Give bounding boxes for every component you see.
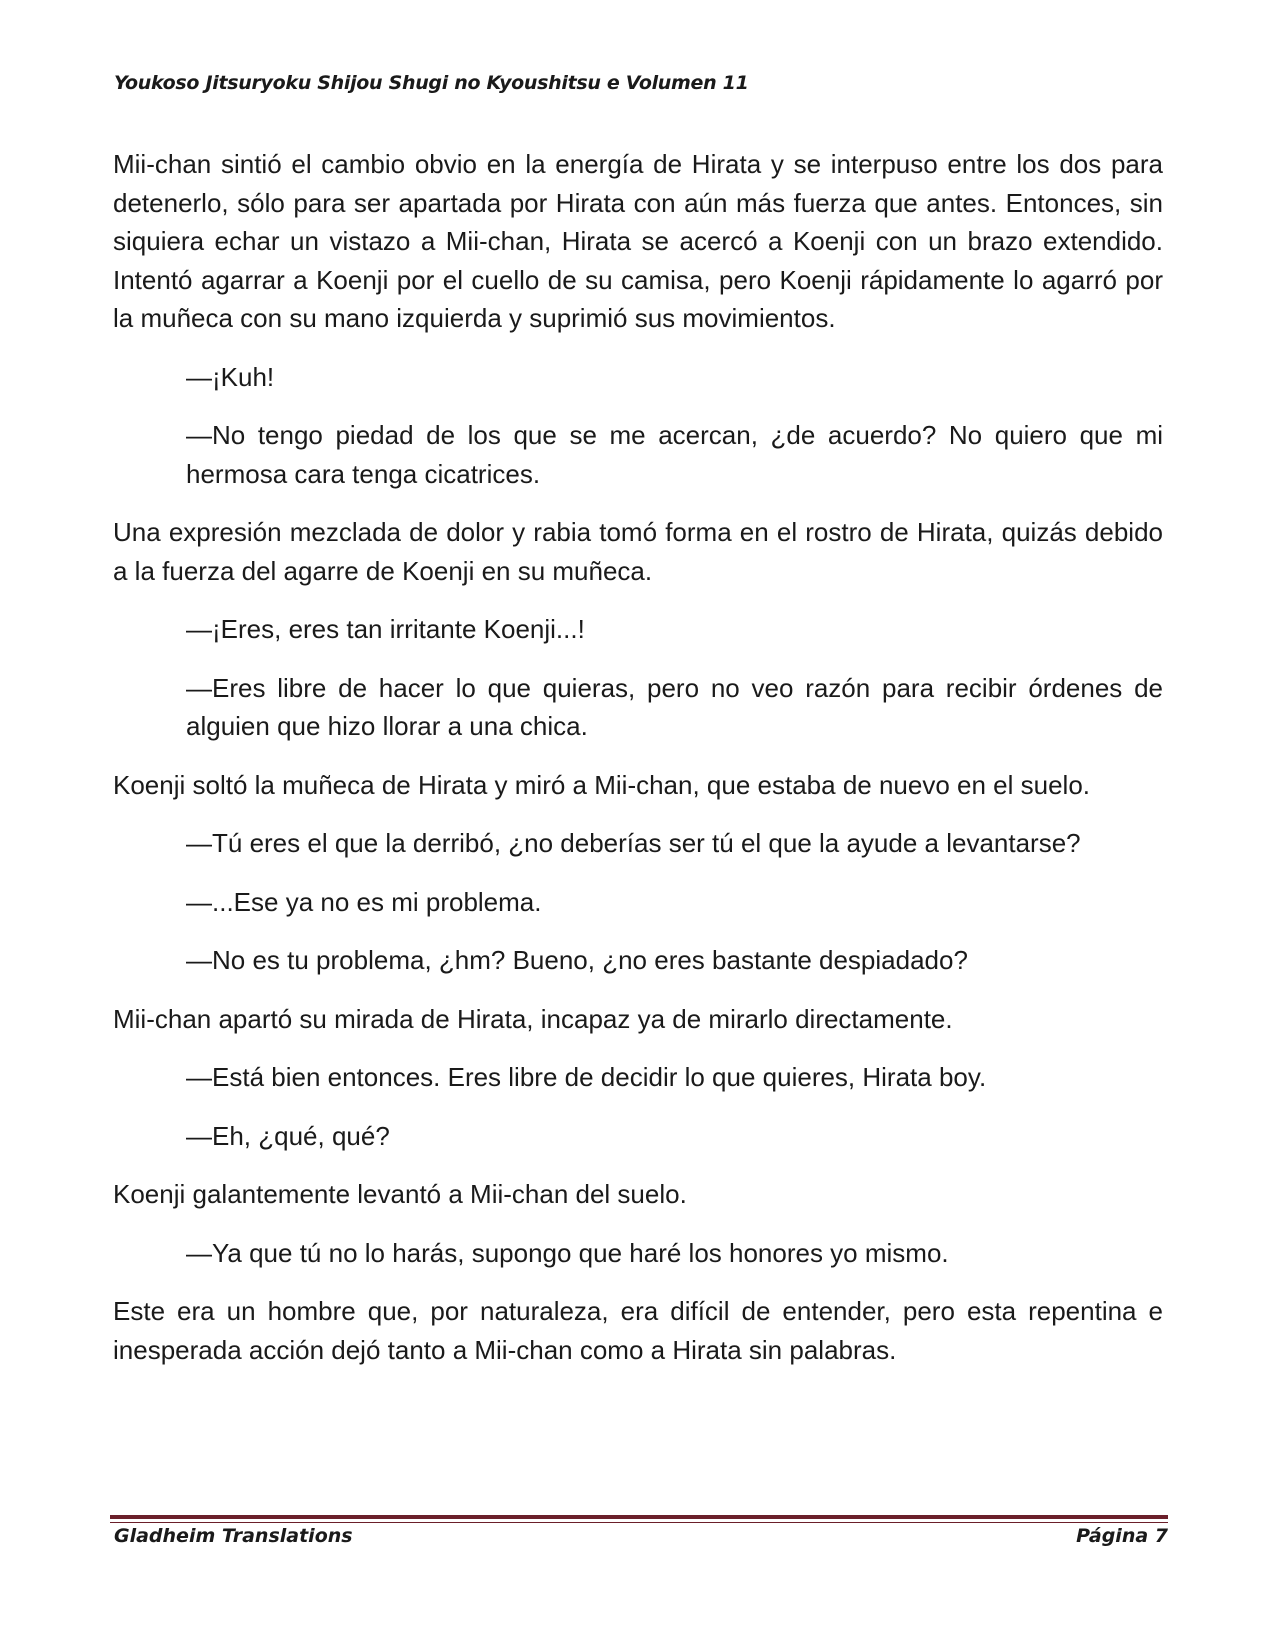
page-number: Página 7: [1076, 1525, 1168, 1547]
paragraph: Una expresión mezclada de dolor y rabia tomó forma en el rostro de Hirata, quizás debido a la fuerza del agarre de Koenji en su muñeca.: [113, 517, 1163, 586]
dialogue-line: —Está bien entonces. Eres libre de decidir lo que quieres, Hirata boy.: [186, 1062, 987, 1092]
dialogue-line: —¡Kuh!: [186, 361, 275, 392]
page-body: [113, 145, 1163, 1389]
paragraph: Koenji galantemente levantó a Mii-chan del suelo.: [113, 1179, 687, 1209]
paragraph: Mii-chan apartó su mirada de Hirata, incapaz ya de mirarlo directamente.: [113, 1003, 953, 1034]
dialogue-line: —No es tu problema, ¿hm? Bueno, ¿no eres bastante despiadado?: [186, 945, 968, 975]
paragraph: Koenji soltó la muñeca de Hirata y miró a Mii-chan, que estaba de nuevo en el suelo.: [113, 769, 1091, 800]
dialogue-line: —Ya que tú no lo harás, supongo que haré los honores yo mismo.: [186, 1237, 949, 1268]
footer-divider-thin: [110, 1522, 1168, 1523]
footer-divider-thick: [110, 1515, 1168, 1519]
footer-credit: Gladheim Translations: [114, 1525, 353, 1547]
dialogue-line: —No tengo piedad de los que se me acercan, ¿de acuerdo? No quiero que mi hermosa cara tenga cicatrices.: [186, 420, 1163, 489]
dialogue-line: —Eres libre de hacer lo que quieras, pero no veo razón para recibir órdenes de alguien que hizo llorar a una chica.: [186, 672, 1163, 741]
paragraph: Este era un hombre que, por naturaleza, era difícil de entender, pero esta repentina e inesperada acción dejó tanto a Mii-chan como a Hirata sin palabras.: [113, 1296, 1163, 1365]
paragraph: Mii-chan sintió el cambio obvio en la energía de Hirata y se interpuso entre los dos para detenerlo, sólo para ser apartada por Hirata con aún más fuerza que antes. Entonces, sin siquiera echar un vistazo a Mii-chan, Hirata se acercó a Koenji con un brazo extendido. Intentó agarrar a Koenji por el cuello de su camisa, pero Koenji rápidamente lo agarró por la muñeca con su mano izquierda y suprimió sus movimientos.: [113, 149, 1163, 333]
dialogue-line: —...Ese ya no es mi problema.: [186, 886, 542, 917]
dialogue-line: —Eh, ¿qué, qué?: [186, 1120, 390, 1151]
dialogue-line: —Tú eres el que la derribó, ¿no deberías ser tú el que la ayude a levantarse?: [186, 828, 1081, 858]
footer-divider: [110, 1515, 1168, 1523]
page-header-title: Youkoso Jitsuryoku Shijou Shugi no Kyoushitsu e Volumen 11: [114, 72, 749, 94]
dialogue-line: —¡Eres, eres tan irritante Koenji...!: [186, 614, 585, 644]
